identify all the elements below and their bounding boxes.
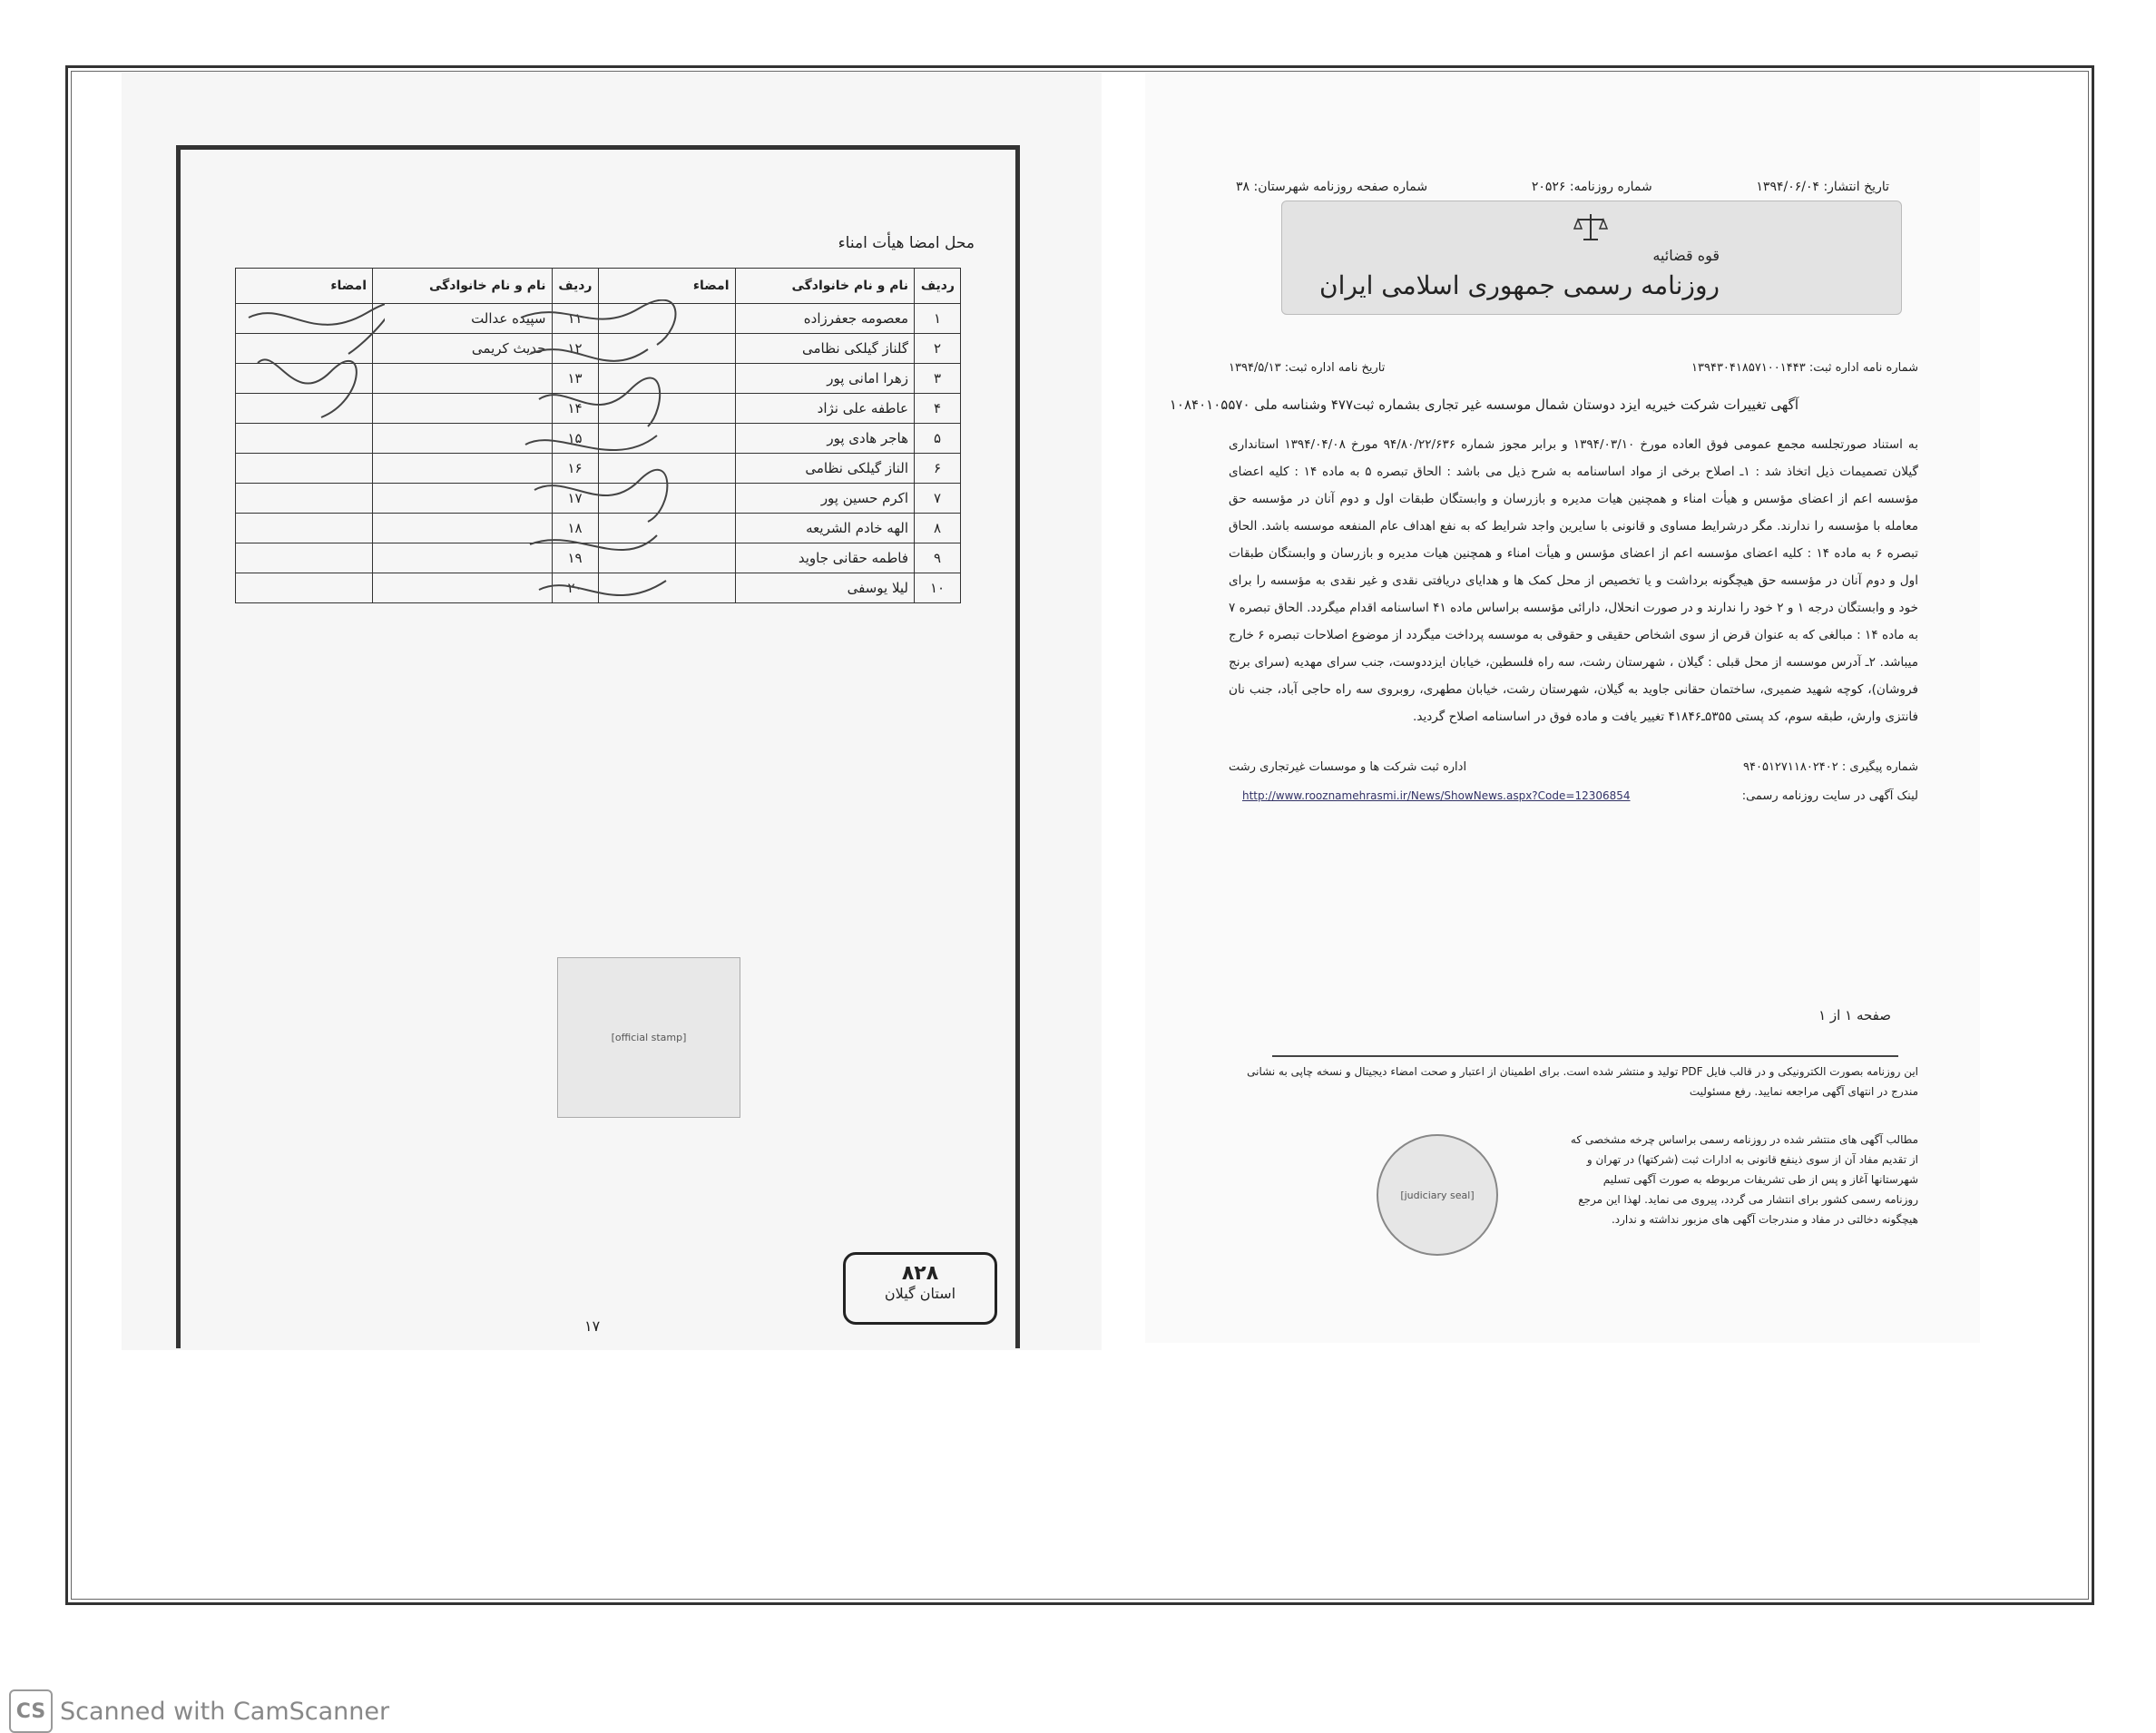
- official-stamp: [official stamp]: [557, 957, 740, 1118]
- member-name: گلناز گیلکی نظامی: [735, 334, 915, 364]
- ad-title: آگهی تغییرات شرکت خیریه ایزد دوستان شمال موسسه غیر تجاری بشماره ثبت۴۷۷ وشناسه ملی ۱۰۸۴۰۱۰۵۵۷۰: [1169, 397, 1798, 413]
- row-number: ۸: [915, 514, 961, 543]
- signatures-scribbles: [512, 299, 693, 626]
- newspaper-banner: [1281, 201, 1902, 315]
- signature-page: [122, 73, 1102, 1350]
- newspaper-page: [1145, 73, 1980, 1343]
- page-of: صفحه ۱ از ۱: [1818, 1007, 1891, 1023]
- letter-meta: [1229, 361, 1918, 375]
- disclaimer-content: مطالب آگهی های منتشر شده در روزنامه رسمی براساس چرخه مشخصی که از تقدیم مفاد آن از سوی ذینفع قانونی به ادارات ثبت (شرکتها) در تهران و شهرستانها آغاز و پس از طی تشریفات مربوطه به صورت آگهی تسلیم روزنامه رسمی کشور برای انتشار می گردد، پیروی می نماید. لهذا این مرجع هیچگونه دخالتی در مفاد و مندرجات آگهی های مزبور نداشته و ندارد.: [1570, 1133, 1918, 1226]
- row-number: ۹: [915, 543, 961, 573]
- member-name: زهرا امانی پور: [735, 364, 915, 394]
- province-stamp: [843, 1252, 997, 1325]
- col-name: نام و نام خانوادگی: [735, 269, 915, 304]
- signature-cell: [236, 573, 373, 603]
- row-number: ۱۴: [552, 394, 598, 424]
- col-row: ردیف: [552, 269, 598, 304]
- ad-body: به استناد صورتجلسه مجمع عمومی فوق العاده مورخ ۱۳۹۴/۰۳/۱۰ و برابر مجوز شماره ۹۴/۸۰/۲۲/۶۳۶ مورخ ۱۳۹۴/۰۴/۰۸ استانداری گیلان تصمیمات ذیل اتخاذ شد : ۱ـ اصلاح برخی از مواد اساسنامه به شرح ذیل می باشد : الحاق تبصره ۵ به ماده ۱۴ : کلیه اعضای مؤسسه اعم از اعضای مؤسس و هیأت امناء و همچنین هیات مدیره و بازرسان و وابستگان طبقات اول و دوم آنان در مؤسسه حق معامله با مؤسسه را ندارند. مگر درشرایط مساوی و قانونی با سایرین واجد شرایط که به نفع اهداف عام المنفعه موسسه باشد. الحاق تبصره ۶ به ماده ۱۴ : کلیه اعضای مؤسسه اعم از اعضای مؤسس و هیأت امناء و همچنین هیات مدیره و بازرسان و وابستگان طبقات اول و دوم آنان در مؤسسه حق هیچگونه برداشت و یا تخصیص از محل کمک ها و هدایای دریافتی نقدی و غیر نقدی به مؤسسه را برای خود و وابستگان درجه ۱ و ۲ خود را ندارند و در صورت انحلال، دارائی مؤسسه براساس ماده ۴۱ اساسنامه اقدام میگردد. الحاق تبصره ۷ به ماده ۱۴ : مبالغی که به عنوان قرض از سوی اشخاص حقیقی و حقوقی به موسسه پرداخت میگردد از موضوع اصلاحات تبصره ۶ خارج میباشد. ۲ـ آدرس موسسه از محل قبلی : گیلان ، شهرستان رشت، سه راه فلسطین، خیابان ایزددوست، جنب سرای مهدیه (سرای برنج فروشان)، کوچه شهید ضمیری، ساختمان حقانی جاوید به گیلان، شهرستان رشت، خیابان مطهری، روبروی سه راه حاجی آباد، جنب نان فانتزی وارش، طبقه سوم، کد پستی ۵۳۵۵ـ۴۱۸۴۶ تغییر یافت و ماده فوق در اساسنامه اصلاح گردید.: [1229, 437, 1918, 724]
- letter-date: تاریخ نامه اداره ثبت: ۱۳۹۴/۵/۱۳: [1229, 361, 1386, 375]
- signature-cell: [236, 484, 373, 514]
- divider: [1272, 1055, 1898, 1057]
- ad-link[interactable]: http://www.rooznamehrasmi.ir/News/ShowNews.aspx?Code=12306854: [1242, 789, 1631, 802]
- row-number: ۱۵: [552, 424, 598, 454]
- row-number: ۱۰: [915, 573, 961, 603]
- tracking-row: [1229, 760, 1918, 774]
- page-number: ۱۷: [584, 1317, 601, 1335]
- row-number: ۲: [915, 334, 961, 364]
- publish-date: تاریخ انتشار: ۱۳۹۴/۰۶/۰۴: [1756, 180, 1889, 194]
- city-page: شماره صفحه روزنامه شهرستان: ۳۸: [1236, 180, 1428, 194]
- col-row: ردیف: [915, 269, 961, 304]
- office-name: اداره ثبت شرکت ها و موسسات غیرتجاری رشت: [1229, 760, 1467, 774]
- signature-cell: [236, 424, 373, 454]
- banner-title: روزنامه رسمی جمهوری اسلامی ایران: [1319, 270, 1720, 300]
- banner-subtitle: قوه قضائیه: [1652, 247, 1720, 264]
- member-name: معصومه جعفرزاده: [735, 304, 915, 334]
- row-number: ۱: [915, 304, 961, 334]
- link-label: لینک آگهی در سایت روزنامه رسمی:: [1741, 789, 1918, 803]
- newspaper-number: شماره روزنامه: ۲۰۵۲۶: [1531, 180, 1652, 194]
- stamp-label: استان گیلان: [884, 1285, 956, 1302]
- row-number: ۱۶: [552, 454, 598, 484]
- row-number: ۳: [915, 364, 961, 394]
- link-label-row: [1646, 789, 1918, 803]
- signatures-scribbles-left: [240, 299, 385, 426]
- justice-scale-icon: [1573, 211, 1609, 243]
- member-name: الناز گیلکی نظامی: [735, 454, 915, 484]
- member-name: الهه خادم الشریعه: [735, 514, 915, 543]
- section-title: محل امضا هیأت امناء: [838, 234, 975, 252]
- camscanner-logo-icon: CS: [9, 1689, 53, 1733]
- member-name: اکرم حسین پور: [735, 484, 915, 514]
- header-meta: [1236, 180, 1889, 194]
- signature-cell: [236, 514, 373, 543]
- judiciary-seal: [judiciary seal]: [1377, 1134, 1498, 1256]
- row-number: ۷: [915, 484, 961, 514]
- col-sign: امضاء: [236, 269, 373, 304]
- row-number: ۵: [915, 424, 961, 454]
- row-number: ۶: [915, 454, 961, 484]
- col-name: نام و نام خانوادگی: [373, 269, 553, 304]
- disclaimer-pdf: این روزنامه بصورت الکترونیکی و در قالب فایل PDF تولید و منتشر شده است. برای اطمینان از اعتبار و صحت امضاء دیجیتال و نسخه چاپی به نشانی مندرج در انتهای آگهی مراجعه نمایید. رفع مسئولیت: [1247, 1065, 1918, 1098]
- member-name: فاطمه حقانی جاوید: [735, 543, 915, 573]
- member-name: لیلا یوسفی: [735, 573, 915, 603]
- member-name: سپیده عدالت: [373, 304, 553, 334]
- tracking-number: شماره پیگیری : ۹۴۰۵۱۲۷۱۱۸۰۲۴۰۲: [1743, 760, 1918, 774]
- row-number: ۴: [915, 394, 961, 424]
- col-sign: امضاء: [598, 269, 735, 304]
- row-number: ۱۹: [552, 543, 598, 573]
- row-number: ۱۲: [552, 334, 598, 364]
- member-name: عاطفه علی نژاد: [735, 394, 915, 424]
- signature-cell: [236, 454, 373, 484]
- member-name: حدیث کریمی: [373, 334, 553, 364]
- row-number: ۲۰: [552, 573, 598, 603]
- row-number: ۱۷: [552, 484, 598, 514]
- row-number: ۱۳: [552, 364, 598, 394]
- row-number: ۱۱: [552, 304, 598, 334]
- letter-number: شماره نامه اداره ثبت: ۱۳۹۴۳۰۴۱۸۵۷۱۰۰۱۴۴۳: [1691, 361, 1918, 375]
- member-name: هاجر هادی پور: [735, 424, 915, 454]
- watermark-text: Scanned with CamScanner: [60, 1697, 390, 1726]
- camscanner-watermark: [9, 1689, 389, 1733]
- stamp-number: ۸۲۸: [901, 1262, 939, 1285]
- signature-cell: [236, 543, 373, 573]
- row-number: ۱۸: [552, 514, 598, 543]
